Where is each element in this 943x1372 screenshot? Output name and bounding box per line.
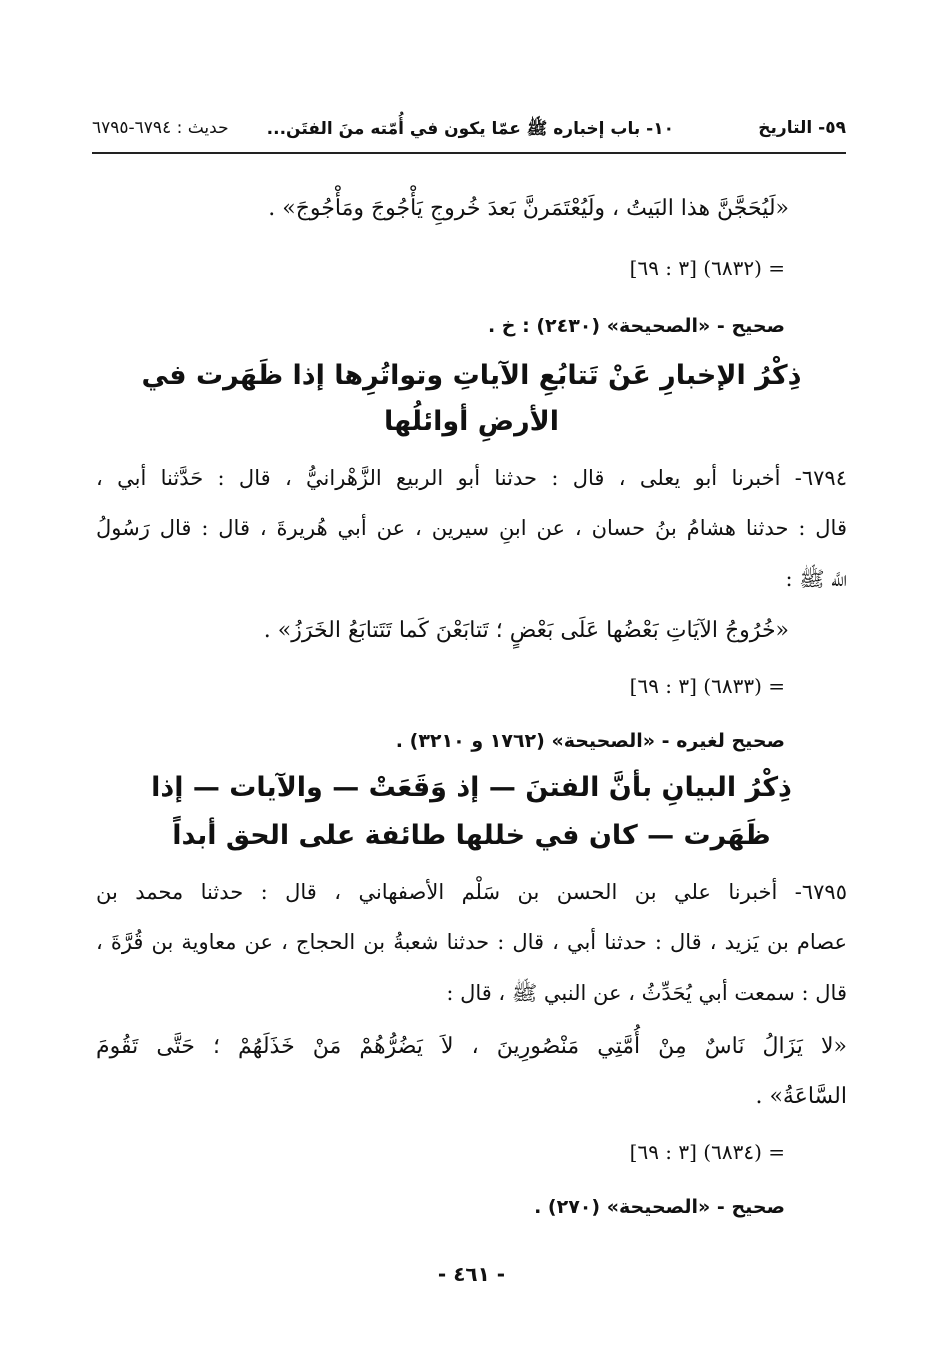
hadith-text-line: «لَيُحَجَّنَّ هذا البَيتُ ، ولَيُعْتَمَرنَّ بَعدَ خُروجِ يَأْجُوجَ ومَأْجُوجَ» . (268, 196, 789, 221)
grade-line (534, 1194, 785, 1218)
header-chapter-title: ١٠- باب إخباره ﷺ عمّا يكون في أُمّته منَ الفتَن... (266, 119, 674, 139)
paragraph-line: قال : حدثنا هشامُ بنُ حسان ، عن ابنِ سيرين ، عن أبي هُريرةَ ، قال : قال رَسُولُ (96, 516, 847, 540)
header-book-title: ٥٩- التاريخ (758, 118, 846, 138)
running-header (92, 116, 846, 146)
grade-label: صحيح لغيره (676, 730, 785, 752)
grade-source: - «الصحيحة» (٢٤٣٠) : خ . (487, 315, 725, 337)
paragraph-line: عصام بن يَزيد ، قال : حدثنا أبي ، قال : حدثنا شعبةُ بن الحجاج ، عن معاوية بن قُرَّةَ ، (96, 930, 847, 954)
grade-source: - «الصحيحة» (١٧٦٢ و ٣٢١٠) . (395, 730, 670, 752)
grade-line (488, 313, 785, 337)
section-heading-line: الأرضِ أوائلُها (383, 406, 560, 437)
grade-label: صحيح (731, 1196, 785, 1218)
section-heading-line: ظَهَرت — كان في خللها طائفة على الحق أبداً (172, 820, 771, 851)
section-heading-line: ذِكْرُ البيانِ بأنَّ الفتنَ — إذ وَقَعَتْ — والآيات — إذا (151, 772, 792, 803)
hadith-text-line: السَّاعَةُ» . (755, 1084, 847, 1109)
hadith-text-line: «خُرُوجُ الآيَاتِ بَعْضُها عَلَى بَعْضٍ ؛ تَتابَعْنَ كَما تَتَتابَعُ الخَرَزُ» . (263, 618, 789, 643)
hadith-text-line: «لا يَزَالُ نَاسٌ مِنْ أُمَّتِي مَنْصُورِينَ ، لاَ يَضُرُّهُمْ مَنْ خَذَلَهُمْ ؛ حَتَّى تَقُومَ (96, 1034, 847, 1059)
grade-label: صحيح (731, 315, 785, 337)
grade-line (396, 728, 785, 752)
page-number: - ٤٦١ - (437, 1262, 506, 1286)
grade-source: - «الصحيحة» (٢٧٠) . (534, 1196, 725, 1218)
section-heading-line: ذِكْرُ الإخبارِ عَنْ تَتابُعِ الآياتِ وتواتُرِها إذا ظَهَرت في (141, 360, 802, 391)
paragraph-line: ٦٧٩٥- أخبرنا علي بن الحسن بن سَلْم الأصفهاني ، قال : حدثنا محمد بن (96, 880, 847, 904)
paragraph-line: اللَّه ﷺ : (785, 567, 847, 591)
hadith-reference: = (٦٨٣٢) [٣ : ٦٩] (629, 256, 785, 280)
header-hadith-range: حديث : ٦٧٩٤-٦٧٩٥ (92, 118, 229, 138)
paragraph-line: قال : سمعت أبي يُحَدِّثُ ، عن النبي ﷺ ، قال : (446, 981, 847, 1005)
paragraph-line: ٦٧٩٤- أخبرنا أبو يعلى ، قال : حدثنا أبو الربيع الزَّهْرانيُّ ، قال : حَدَّثنا أبي ، (96, 466, 847, 490)
hadith-reference: = (٦٨٣٣) [٣ : ٦٩] (629, 674, 785, 698)
hadith-reference: = (٦٨٣٤) [٣ : ٦٩] (629, 1140, 785, 1164)
header-divider (92, 152, 846, 154)
